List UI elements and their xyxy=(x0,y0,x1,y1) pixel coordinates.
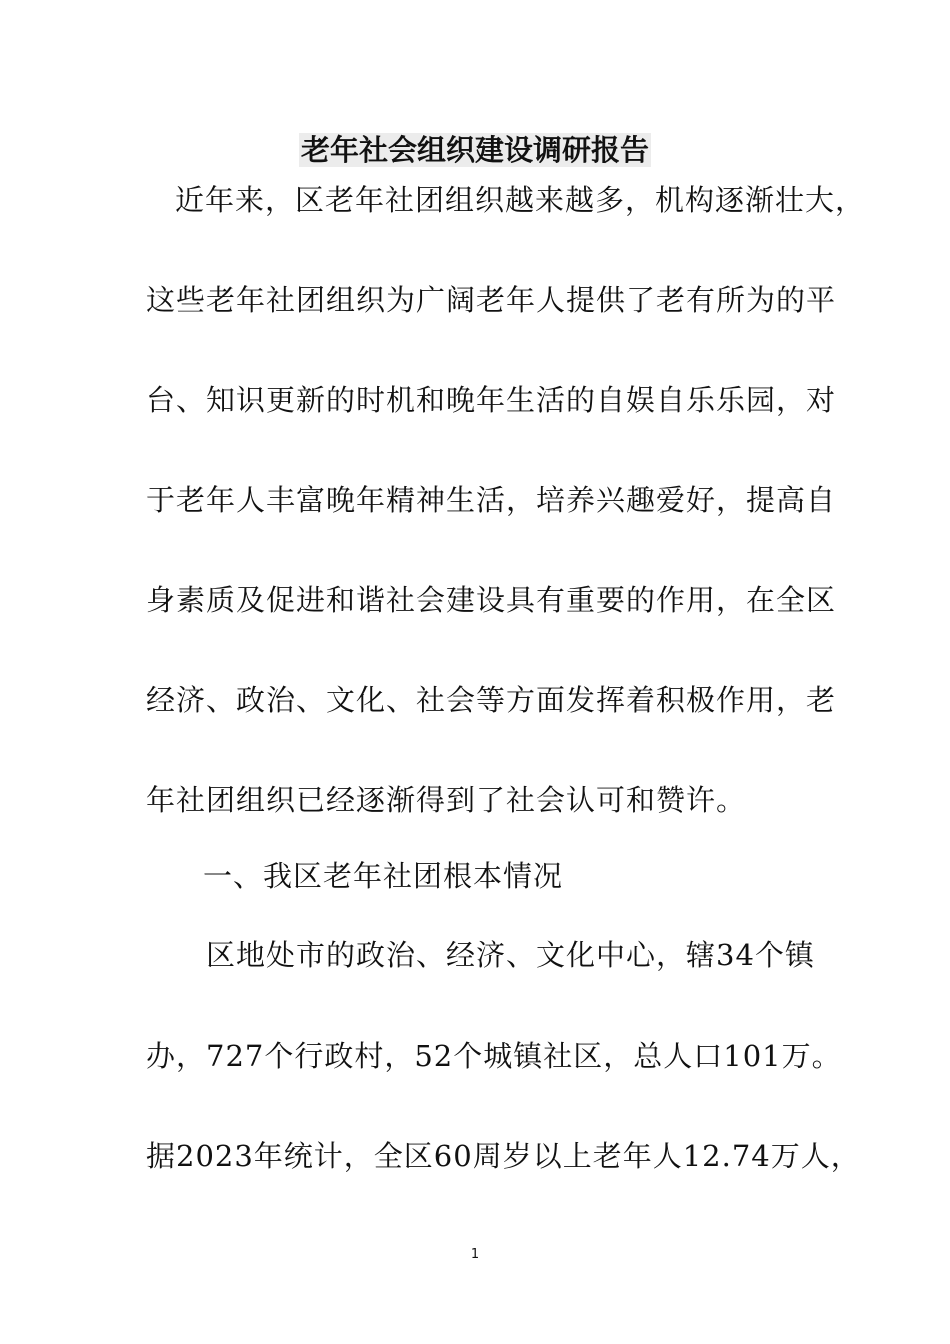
section-heading: 一、我区老年社团根本情况 xyxy=(203,859,564,893)
paragraph-line: 经济、政治、文化、社会等方面发挥着积极作用，老 xyxy=(146,683,837,717)
paragraph-line: 这些老年社团组织为广阔老年人提供了老有所为的平 xyxy=(146,283,837,317)
paragraph-line: 台、知识更新的时机和晚年生活的自娱自乐乐园，对 xyxy=(146,383,837,417)
paragraph-line: 于老年人丰富晚年精神生活，培养兴趣爱好，提高自 xyxy=(146,483,837,517)
paragraph-line: 身素质及促进和谐社会建设具有重要的作用，在全区 xyxy=(146,583,837,617)
document-title-text: 老年社会组织建设调研报告 xyxy=(300,133,649,167)
paragraph-line: 近年来，区老年社团组织越来越多，机构逐渐壮大， xyxy=(175,183,866,217)
paragraph-line: 据2023年统计，全区60周岁以上老年人12.74万人， xyxy=(146,1139,861,1173)
paragraph-line: 年社团组织已经逐渐得到了社会认可和赞许。 xyxy=(146,783,747,817)
paragraph-line: 区地处市的政治、经济、文化中心，辖34个镇 xyxy=(206,938,815,972)
document-title xyxy=(0,130,950,170)
paragraph-line: 办，727个行政村，52个城镇社区，总人口101万。 xyxy=(146,1039,842,1073)
page-number: 1 xyxy=(470,1247,480,1262)
